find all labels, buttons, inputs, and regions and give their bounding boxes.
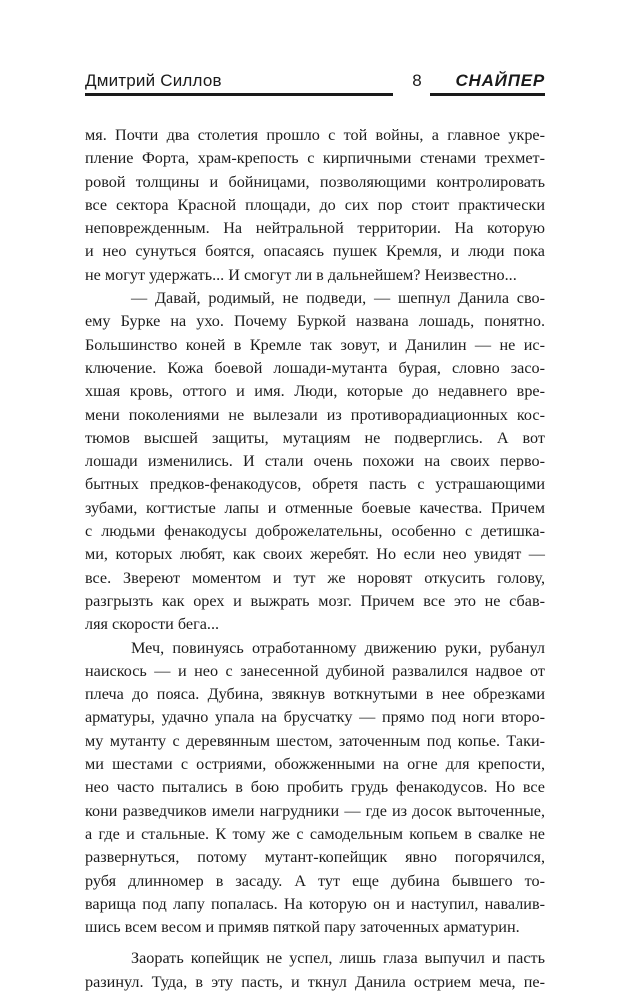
text-line: и нео сунуться боятся, опасаясь пушек Кремля, и люди пока xyxy=(85,242,545,261)
text-line: бытных предков-фенакодусов, обретя пасть с устрашающими xyxy=(85,475,545,494)
text-line: плеча до пояса. Дубина, звякнув воткнутыми в нее обрезками xyxy=(85,685,545,704)
text-line: арматуры, удачно упала на брусчатку — прямо под ноги второ- xyxy=(85,708,545,727)
text-line: ровой толщины и бойницами, позволяющими контролировать xyxy=(85,172,545,191)
header-rule-right xyxy=(430,93,545,96)
text-line: не могут удержать... И смогут ли в дальнейшем? Неизвестно... xyxy=(85,265,517,284)
text-line: разгрызть как орех и выжрать мозг. Причем все это не сбав- xyxy=(85,591,545,610)
header-series-title: СНАЙПЕР xyxy=(455,71,545,90)
text-line: ему Бурке на ухо. Почему Буркой названа лошадь, понятно. xyxy=(85,312,545,331)
body-text xyxy=(85,124,545,994)
text-line: варища под лапу попалась. На которую он и наступил, навалив- xyxy=(85,894,545,913)
text-line: му мутанту с деревянным шестом, заточенным под копье. Таки- xyxy=(85,731,545,750)
text-line: разинул. Туда, в эту пасть, и ткнул Данила острием меча, пе- xyxy=(85,972,545,991)
text-line: с людьми фенакодусы доброжелательны, особенно с детишка- xyxy=(85,522,545,541)
page-number: 8 xyxy=(412,71,422,90)
text-line: а где и стальные. К тому же с самодельным копьем в свалке не xyxy=(85,824,545,843)
header-rule-left xyxy=(85,93,393,96)
text-line: пление Форта, храм-крепость с кирпичными стенами трехмет- xyxy=(85,149,545,168)
text-line: все. Звереют моментом и тут же норовят откусить голову, xyxy=(85,568,545,587)
text-line: хшая кровь, оттого и имя. Люди, которые до недавнего вре- xyxy=(85,382,545,401)
text-line: кони разведчиков имели нагрудники — где из досок выточенные, xyxy=(85,801,545,820)
text-line: лошади изменились. И стали очень похожи на своих перво- xyxy=(85,452,545,471)
text-line: зубами, когтистые лапы и отменные боевые качества. Причем xyxy=(85,498,545,517)
text-line: нео часто пытались в бою пробить грудь фенакодусов. Но все xyxy=(85,778,545,797)
running-header xyxy=(85,71,545,99)
text-line: неповрежденным. На нейтральной территории. На которую xyxy=(85,219,545,238)
text-line: ляя скорости бега... xyxy=(85,615,220,634)
text-line: развернуться, потому мутант-копейщик явно погорячился, xyxy=(85,848,545,867)
text-line: наискось — и нео с занесенной дубиной развалился надвое от xyxy=(85,661,545,680)
text-line: Меч, повинуясь отработанному движению руки, рубанул xyxy=(131,638,545,657)
header-author: Дмитрий Силлов xyxy=(85,71,222,90)
text-line: тюмов высшей защиты, мутациям не подверглись. А вот xyxy=(85,428,545,447)
text-line: ми, которых любят, как своих жеребят. Но если нео увидят — xyxy=(85,545,545,564)
text-line: мени поколениями не вылезали из противорадиационных кос- xyxy=(85,405,545,424)
text-line: шись всем весом и примяв пяткой пару заточенных арматурин. xyxy=(85,918,520,937)
text-line: ключение. Кожа боевой лошади-мутанта бурая, словно засо- xyxy=(85,358,545,377)
text-line: — Давай, родимый, не подведи, — шепнул Данила сво- xyxy=(131,289,545,308)
text-line: рубя длинномер в засаду. А тут еще дубина бывшего то- xyxy=(85,871,545,890)
text-line: Заорать копейщик не успел, лишь глаза выпучил и пасть xyxy=(131,949,545,968)
text-line: ми шестами с остриями, обожженными на огне для крепости, xyxy=(85,755,545,774)
text-line: все сектора Красной площади, до сих пор стоит практически xyxy=(85,195,545,214)
text-line: Большинство коней в Кремле так зовут, и Данилин — не ис- xyxy=(85,335,545,354)
text-line: мя. Почти два столетия прошло с той войны, а главное укре- xyxy=(85,126,545,144)
